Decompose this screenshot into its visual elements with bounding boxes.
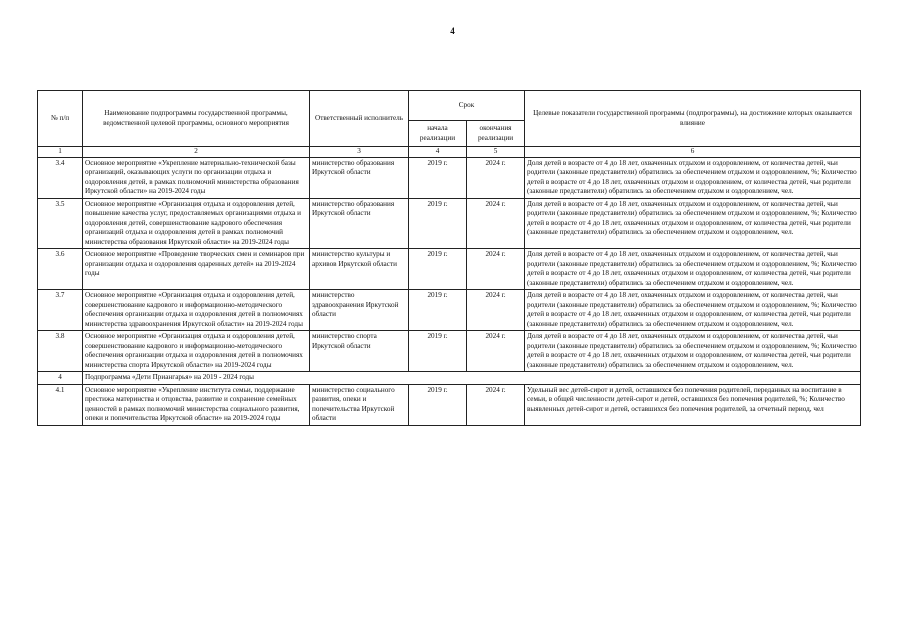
row-indicators: Доля детей в возрасте от 4 до 18 лет, охваченных отдыхом и оздоровлением, от количества детей, чьи родители (законные представители) обратились за обеспечением отдыхом и оздоровлением, %; Количество детей в возрасте от 4 до 18 лет, охваченных отдыхом и оздоровлением, от количества детей, чьи родители (законные представители) обратились за обеспечением отдыхом и оздоровлением, чел. [525,157,861,198]
column-number: 6 [525,147,861,158]
table-row [38,290,861,331]
program-table [37,90,861,426]
row-start: 2019 г. [409,157,467,198]
subprogram-num: 4 [38,372,83,385]
row-executor: министерство здравоохранения Иркутской области [310,290,409,331]
row-name: Основное мероприятие «Укрепление института семьи, поддержание престижа материнства и отцовства, развитие и сохранение семейных ценностей в рамках полномочий министерства социального развития, опеки и попечительства Иркутской области» на 2019-2024 годы [83,384,310,425]
row-name: Основное мероприятие «Организация отдыха и оздоровления детей, совершенствование кадрового и информационно-методического обеспечения организации отдыха и оздоровления детей в полномочиях министерства спорта Иркутской области» на 2019-2024 годы [83,331,310,372]
row-num: 3.5 [38,198,83,249]
row-num: 3.4 [38,157,83,198]
subprogram-name: Подпрограмма «Дети Приангарья» на 2019 - 2024 годы [83,372,861,385]
column-number: 3 [310,147,409,158]
row-indicators: Доля детей в возрасте от 4 до 18 лет, охваченных отдыхом и оздоровлением, от количества детей, чьи родители (законные представители) обратились за обеспечением отдыхом и оздоровлением, %; Количество детей в возрасте от 4 до 18 лет, охваченных отдыхом и оздоровлением, от количества детей, чьи родители (законные представители) обратились за обеспечением отдыхом и оздоровлением, чел. [525,198,861,249]
row-indicators: Доля детей в возрасте от 4 до 18 лет, охваченных отдыхом и оздоровлением, от количества детей, чьи родители (законные представители) обратились за обеспечением отдыхом и оздоровлением, %; Количество детей в возрасте от 4 до 18 лет, охваченных отдыхом и оздоровлением, от количества детей, чьи родители (законные представители) обратились за обеспечением отдыхом и оздоровлением, чел. [525,249,861,290]
header-num: № п/п [38,91,83,147]
row-name: Основное мероприятие «Организация отдыха и оздоровления детей, повышение качества услуг, предоставляемых организациями отдыха и оздоровления детей, совершенствование кадрового обеспечения организаций отдыха и оздоровления детей в рамках полномочий министерства образования Иркутской области» на 2019-2024 годы [83,198,310,249]
table-row [38,331,861,372]
row-name: Основное мероприятие «Укрепление материально-технической базы организаций, оказывающих услуги по организации отдыха и оздоровления детей, в рамках полномочий министерства образования Иркутской области» на 2019-2024 годы [83,157,310,198]
header-start: начала реализации [409,121,467,147]
row-executor: министерство культуры и архивов Иркутской области [310,249,409,290]
column-number: 2 [83,147,310,158]
column-number: 1 [38,147,83,158]
row-start: 2019 г. [409,249,467,290]
table-row [38,249,861,290]
row-num: 3.7 [38,290,83,331]
table-row [38,384,861,425]
header-end: окончания реализации [467,121,525,147]
header-term: Срок [409,91,525,121]
page-number: 4 [450,26,455,36]
header-executor: Ответственный исполнитель [310,91,409,147]
row-indicators: Удельный вес детей-сирот и детей, оставшихся без попечения родителей, переданных на воспитание в семьи, в общей численности детей-сирот и детей, оставшихся без попечения родителей, %; Количество выявленных детей-сирот и детей, оставшихся без попечения родителей, за отчетный период, чел [525,384,861,425]
row-end: 2024 г. [467,290,525,331]
row-end: 2024 г. [467,198,525,249]
column-number: 5 [467,147,525,158]
row-num: 4.1 [38,384,83,425]
row-start: 2019 г. [409,290,467,331]
row-indicators: Доля детей в возрасте от 4 до 18 лет, охваченных отдыхом и оздоровлением, от количества детей, чьи родители (законные представители) обратились за обеспечением отдыхом и оздоровлением, %; Количество детей в возрасте от 4 до 18 лет, охваченных отдыхом и оздоровлением, от количества детей, чьи родители (законные представители) обратились за обеспечением отдыхом и оздоровлением, чел. [525,331,861,372]
header-name: Наименование подпрограммы государственной программы, ведомственной целевой программы, основного мероприятия [83,91,310,147]
row-start: 2019 г. [409,198,467,249]
row-executor: министерство спорта Иркутской области [310,331,409,372]
subprogram-row [38,372,861,385]
row-indicators: Доля детей в возрасте от 4 до 18 лет, охваченных отдыхом и оздоровлением, от количества детей, чьи родители (законные представители) обратились за обеспечением отдыхом и оздоровлением, %; Количество детей в возрасте от 4 до 18 лет, охваченных отдыхом и оздоровлением, от количества детей, чьи родители (законные представители) обратились за обеспечением отдыхом и оздоровлением, чел. [525,290,861,331]
row-end: 2024 г. [467,249,525,290]
row-end: 2024 г. [467,384,525,425]
table-row [38,198,861,249]
row-start: 2019 г. [409,331,467,372]
column-number: 4 [409,147,467,158]
row-executor: министерство образования Иркутской области [310,198,409,249]
header-indicators: Целевые показатели государственной программы (подпрограммы), на достижение которых оказывается влияние [525,91,861,147]
column-number-row [38,147,861,158]
row-end: 2024 г. [467,157,525,198]
table-row [38,157,861,198]
row-end: 2024 г. [467,331,525,372]
row-name: Основное мероприятие «Организация отдыха и оздоровления детей, совершенствование кадрового и информационно-методического обеспечения организации отдыха и оздоровления детей в полномочиях министерства здравоохранения Иркутской области» на 2019-2024 годы [83,290,310,331]
row-name: Основное мероприятие «Проведение творческих смен и семинаров при организации отдыха и оздоровления одаренных детей» на 2019-2024 годы [83,249,310,290]
row-start: 2019 г. [409,384,467,425]
row-executor: министерство социального развития, опеки и попечительства Иркутской области [310,384,409,425]
row-num: 3.6 [38,249,83,290]
row-num: 3.8 [38,331,83,372]
row-executor: министерство образования Иркутской области [310,157,409,198]
